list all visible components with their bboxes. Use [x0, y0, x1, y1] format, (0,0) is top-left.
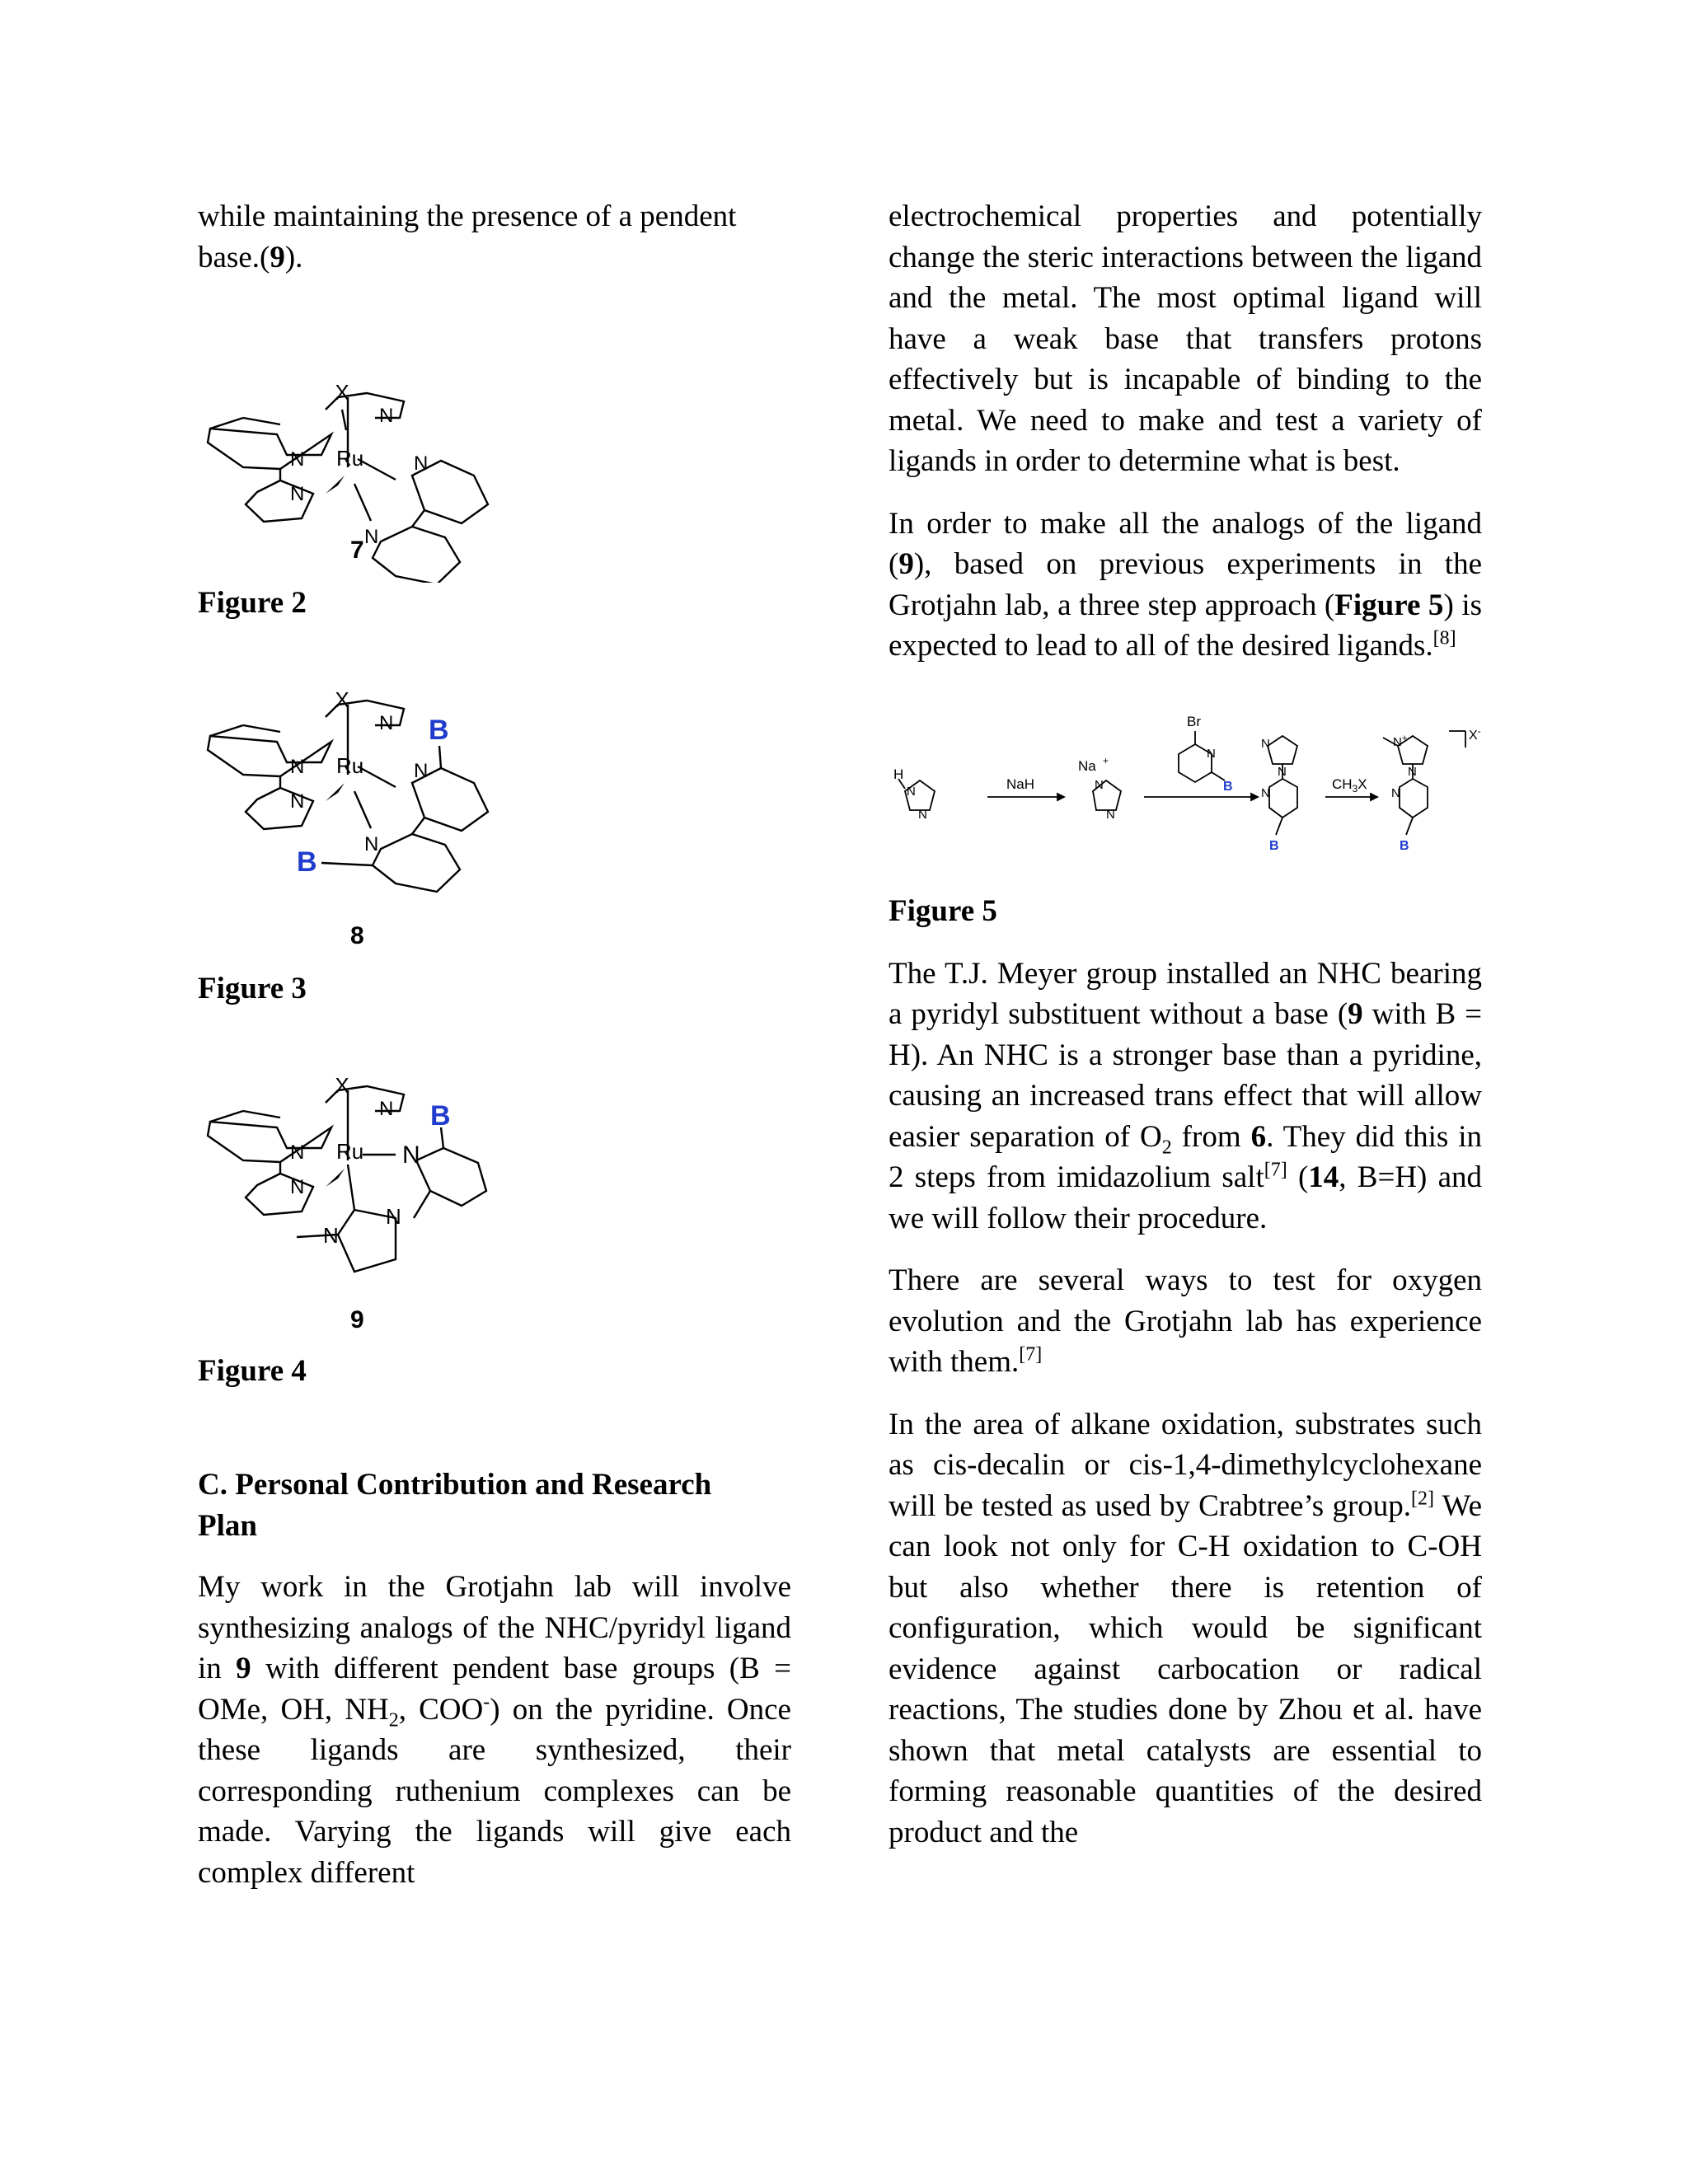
pendent-base-b-bottom: B: [297, 846, 317, 878]
svg-text:N: N: [290, 1176, 305, 1198]
svg-text:N: N: [290, 483, 305, 505]
synthesis-scheme: [889, 688, 1482, 869]
svg-text:N: N: [364, 526, 379, 548]
figure-2-caption: Figure 2: [198, 586, 307, 620]
svg-text:Ru: Ru: [336, 446, 364, 471]
right-column: [889, 196, 1482, 1853]
svg-text:N: N: [414, 452, 429, 475]
figure-2: [198, 278, 791, 583]
compound-label-7: 7: [350, 537, 364, 564]
svg-text:N: N: [402, 1141, 420, 1169]
svg-text:N: N: [386, 1204, 401, 1229]
compound-7-structure: [198, 278, 791, 583]
svg-text:N: N: [918, 807, 927, 822]
section-heading: C. Personal Contribution and Research Plan: [198, 1468, 712, 1543]
svg-text:X-: X-: [1469, 724, 1481, 743]
svg-text:N: N: [1278, 764, 1287, 779]
svg-text:N: N: [1408, 764, 1417, 779]
pendent-base-b: B: [430, 1100, 451, 1132]
svg-text:B: B: [1269, 838, 1279, 853]
svg-text:N: N: [290, 1141, 305, 1164]
svg-text:Ru: Ru: [336, 1139, 364, 1164]
svg-text:X: X: [335, 380, 349, 405]
svg-text:N: N: [414, 760, 429, 782]
figure-3-caption: Figure 3: [198, 972, 307, 1005]
svg-text:B: B: [1223, 779, 1233, 794]
svg-text:X: X: [335, 1073, 349, 1098]
svg-text:N: N: [907, 784, 916, 799]
left-column: [198, 196, 791, 1893]
svg-text:N: N: [1106, 807, 1115, 822]
svg-text:N: N: [379, 712, 394, 734]
left-paragraph-1: My work in the Grotjahn lab will involve synthesizing analogs of the NHC/pyridyl ligand in 9 with different pendent base groups (B = OMe, OH, $NH_2$, COO-) on the pyridine. Once these ligands are synthesized, their corresponding ruthenium complexes can be made. Varying the ligands will give each complex different: [198, 1570, 792, 1890]
svg-text:N: N: [379, 405, 394, 427]
figure-5-scheme: [889, 688, 1482, 869]
reagent-ch3x: $CH_3X$: [1332, 776, 1367, 794]
svg-text:Br: Br: [1187, 713, 1201, 729]
svg-text:X: X: [335, 687, 349, 712]
compound-label-8: 8: [350, 922, 364, 949]
compound-9-structure: [198, 1049, 791, 1351]
svg-text:Na: Na: [1078, 757, 1096, 774]
svg-text:N: N: [1207, 746, 1216, 761]
svg-text:H: H: [893, 766, 904, 782]
figure-4-caption: Figure 4: [198, 1354, 307, 1388]
svg-text:N: N: [364, 833, 379, 855]
svg-text:N+: N+: [1393, 733, 1408, 749]
svg-text:B: B: [1400, 838, 1409, 853]
svg-text:N: N: [1261, 736, 1270, 751]
svg-text:N: N: [1261, 785, 1270, 800]
figure-5-caption: Figure 5: [889, 893, 997, 928]
right-paragraph-5: In the area of alkane oxidation, substrates such as cis-decalin or cis-1,4-dimethylcyclohexane will be tested as used by Crabtree’s group.[2] We can look not only for C-H oxidation to C-OH but also whether there is retention of configuration, which would be significant evidence against carbocation or radical reactions, The studies done by Zhou et al. have shown that metal catalysts are essential to forming reasonable quantities of the desired product and the: [889, 1407, 1482, 1849]
compound-8-structure: [198, 663, 791, 968]
right-paragraph-3: The T.J. Meyer group installed an NHC bearing a pyridyl substituent without a base (9 with B = H). An NHC is a stronger base than a pyridine, causing an increased trans effect that will allow easier separation of $O_2$ from 6. They did this in 2 steps from imidazolium salt[7] (14, B=H) and we will follow their procedure.: [889, 956, 1483, 1235]
svg-text:N: N: [290, 448, 305, 471]
intro-paragraph: while maintaining the presence of a pendent base.(9).: [198, 199, 737, 274]
svg-text:N: N: [290, 756, 305, 778]
svg-text:+: +: [1103, 754, 1109, 766]
svg-text:N: N: [1095, 777, 1104, 792]
svg-text:N: N: [1391, 785, 1400, 800]
right-paragraph-4: There are several ways to test for oxygen evolution and the Grotjahn lab has experience with them.[7]: [889, 1263, 1482, 1379]
compound-label-9: 9: [350, 1306, 364, 1333]
right-paragraph-1: electrochemical properties and potentially change the steric interactions between the ligand and the metal. The most optimal ligand will have a weak base that transfers protons effectively but is incapable of binding to the metal. We need to make and test a variety of ligands in order to determine what is best.: [889, 199, 1482, 478]
svg-text:N: N: [290, 790, 305, 813]
pendent-base-b-top: B: [429, 715, 449, 746]
svg-text:Ru: Ru: [336, 753, 364, 778]
figure-4: [198, 1049, 791, 1351]
figure-3: [198, 663, 791, 968]
right-paragraph-2: In order to make all the analogs of the ligand (9), based on previous experiments in the Grotjahn lab, a three step approach (Figure 5) is expected to lead to all of the desired ligands.[8]: [889, 506, 1482, 663]
reagent-nah: NaH: [1006, 776, 1035, 792]
svg-text:N: N: [323, 1223, 339, 1248]
svg-text:N: N: [379, 1098, 394, 1120]
